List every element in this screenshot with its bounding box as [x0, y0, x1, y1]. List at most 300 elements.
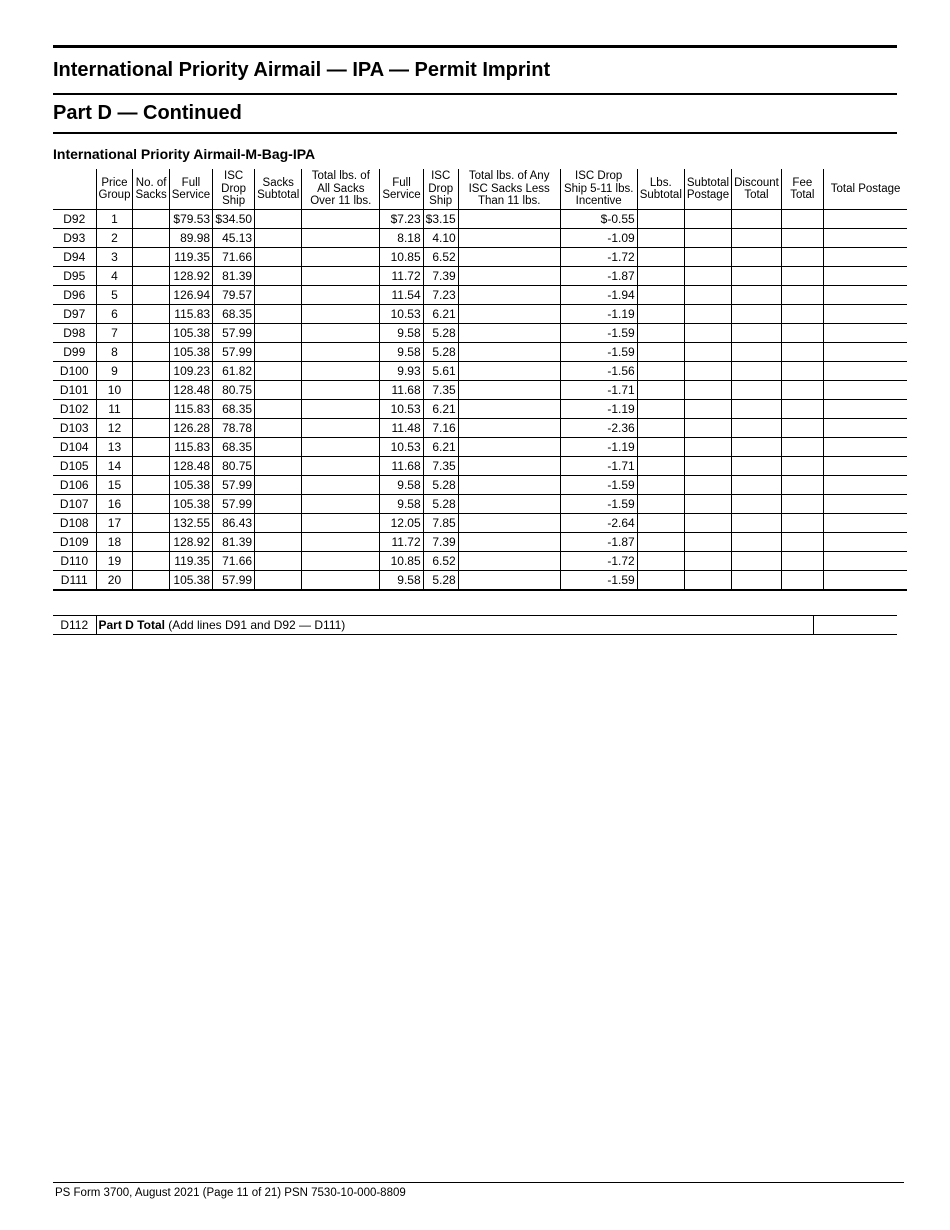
isc-drop-ship-rate: 80.75 — [213, 381, 255, 400]
total-postage-entry[interactable] — [813, 616, 897, 635]
lbs-over-entry[interactable] — [302, 457, 380, 476]
subtotal-postage-entry[interactable] — [684, 514, 731, 533]
incentive-rate: -1.71 — [560, 457, 637, 476]
lbs-over-entry[interactable] — [302, 229, 380, 248]
full-service-rate: 128.48 — [169, 457, 212, 476]
incentive-rate: -1.59 — [560, 495, 637, 514]
lbs-subtotal-entry[interactable] — [637, 305, 684, 324]
price-group: 11 — [96, 400, 133, 419]
line-number: D107 — [53, 495, 96, 514]
total-postage-entry[interactable] — [823, 305, 907, 324]
total-postage-entry[interactable] — [823, 438, 907, 457]
col-header-line — [53, 169, 96, 210]
full-service-lb-rate: 12.05 — [380, 514, 423, 533]
isc-drop-ship-rate: 71.66 — [213, 552, 255, 571]
full-service-lb-rate: 10.53 — [380, 438, 423, 457]
full-service-lb-rate: 9.58 — [380, 324, 423, 343]
total-postage-entry[interactable] — [823, 229, 907, 248]
total-postage-entry[interactable] — [823, 419, 907, 438]
total-postage-entry[interactable] — [823, 552, 907, 571]
subtotal-postage-entry[interactable] — [684, 552, 731, 571]
full-service-rate: 128.92 — [169, 533, 212, 552]
subtotal-postage-entry[interactable] — [684, 400, 731, 419]
total-postage-entry[interactable] — [823, 533, 907, 552]
isc-drop-ship-rate: 57.99 — [213, 476, 255, 495]
discount-total-entry[interactable] — [732, 229, 782, 248]
line-number: D99 — [53, 343, 96, 362]
price-group: 4 — [96, 267, 133, 286]
lbs-over-entry[interactable] — [302, 343, 380, 362]
incentive-rate: -1.59 — [560, 343, 637, 362]
no-of-sacks-entry[interactable] — [133, 343, 169, 362]
sacks-subtotal-entry[interactable] — [255, 419, 302, 438]
no-of-sacks-entry[interactable] — [133, 229, 169, 248]
full-service-lb-rate: 11.68 — [380, 381, 423, 400]
full-service-rate: 132.55 — [169, 514, 212, 533]
discount-total-entry[interactable] — [732, 457, 782, 476]
lbs-less-entry[interactable] — [458, 362, 560, 381]
price-group: 15 — [96, 476, 133, 495]
no-of-sacks-entry[interactable] — [133, 381, 169, 400]
col-header-total-lbs-over: Total lbs. of All Sacks Over 11 lbs. — [302, 169, 380, 210]
discount-total-entry[interactable] — [732, 552, 782, 571]
discount-total-entry[interactable] — [732, 533, 782, 552]
lbs-over-entry[interactable] — [302, 362, 380, 381]
fee-total-entry[interactable] — [781, 362, 823, 381]
full-service-lb-rate: 8.18 — [380, 229, 423, 248]
total-postage-entry[interactable] — [823, 286, 907, 305]
fee-total-entry[interactable] — [781, 343, 823, 362]
table-row — [53, 286, 907, 305]
lbs-subtotal-entry[interactable] — [637, 533, 684, 552]
discount-total-entry[interactable] — [732, 571, 782, 591]
lbs-subtotal-entry[interactable] — [637, 248, 684, 267]
no-of-sacks-entry[interactable] — [133, 267, 169, 286]
subtotal-postage-entry[interactable] — [684, 571, 731, 591]
lbs-over-entry[interactable] — [302, 438, 380, 457]
table-row — [53, 514, 907, 533]
lbs-less-entry[interactable] — [458, 438, 560, 457]
line-number: D105 — [53, 457, 96, 476]
discount-total-entry[interactable] — [732, 400, 782, 419]
discount-total-entry[interactable] — [732, 419, 782, 438]
isc-drop-ship-lb-rate: 7.16 — [423, 419, 458, 438]
subtotal-postage-entry[interactable] — [684, 324, 731, 343]
table-row — [53, 571, 907, 591]
lbs-less-entry[interactable] — [458, 457, 560, 476]
sacks-subtotal-entry[interactable] — [255, 495, 302, 514]
line-number: D110 — [53, 552, 96, 571]
full-service-rate: 109.23 — [169, 362, 212, 381]
lbs-less-entry[interactable] — [458, 552, 560, 571]
fee-total-entry[interactable] — [781, 571, 823, 591]
discount-total-entry[interactable] — [732, 495, 782, 514]
lbs-subtotal-entry[interactable] — [637, 457, 684, 476]
total-postage-entry[interactable] — [823, 267, 907, 286]
sacks-subtotal-entry[interactable] — [255, 343, 302, 362]
table-row — [53, 229, 907, 248]
subtotal-postage-entry[interactable] — [684, 305, 731, 324]
total-label-cell — [96, 616, 813, 635]
lbs-subtotal-entry[interactable] — [637, 438, 684, 457]
discount-total-entry[interactable] — [732, 305, 782, 324]
lbs-less-entry[interactable] — [458, 533, 560, 552]
no-of-sacks-entry[interactable] — [133, 476, 169, 495]
line-number: D111 — [53, 571, 96, 591]
lbs-over-entry[interactable] — [302, 476, 380, 495]
fee-total-entry[interactable] — [781, 457, 823, 476]
lbs-subtotal-entry[interactable] — [637, 286, 684, 305]
isc-drop-ship-lb-rate: 7.35 — [423, 457, 458, 476]
full-service-lb-rate: 11.54 — [380, 286, 423, 305]
total-postage-entry[interactable] — [823, 457, 907, 476]
lbs-less-entry[interactable] — [458, 324, 560, 343]
fee-total-entry[interactable] — [781, 400, 823, 419]
price-group: 2 — [96, 229, 133, 248]
col-header-total-postage: Total Postage — [823, 169, 907, 210]
no-of-sacks-entry[interactable] — [133, 400, 169, 419]
price-group: 10 — [96, 381, 133, 400]
total-postage-entry[interactable] — [823, 495, 907, 514]
subtotal-postage-entry[interactable] — [684, 495, 731, 514]
col-header-discount-total: Discount Total — [732, 169, 782, 210]
no-of-sacks-entry[interactable] — [133, 419, 169, 438]
lbs-subtotal-entry[interactable] — [637, 476, 684, 495]
lbs-subtotal-entry[interactable] — [637, 343, 684, 362]
isc-drop-ship-rate: $34.50 — [213, 210, 255, 229]
incentive-rate: -1.19 — [560, 400, 637, 419]
isc-drop-ship-rate: 45.13 — [213, 229, 255, 248]
full-service-rate: 119.35 — [169, 552, 212, 571]
lbs-subtotal-entry[interactable] — [637, 571, 684, 591]
price-group: 1 — [96, 210, 133, 229]
fee-total-entry[interactable] — [781, 286, 823, 305]
subtotal-postage-entry[interactable] — [684, 210, 731, 229]
sacks-subtotal-entry[interactable] — [255, 305, 302, 324]
sacks-subtotal-entry[interactable] — [255, 552, 302, 571]
line-number: D108 — [53, 514, 96, 533]
fee-total-entry[interactable] — [781, 419, 823, 438]
full-service-lb-rate: 10.85 — [380, 248, 423, 267]
discount-total-entry[interactable] — [732, 286, 782, 305]
fee-total-entry[interactable] — [781, 533, 823, 552]
lbs-subtotal-entry[interactable] — [637, 400, 684, 419]
discount-total-entry[interactable] — [732, 362, 782, 381]
no-of-sacks-entry[interactable] — [133, 514, 169, 533]
subtotal-postage-entry[interactable] — [684, 286, 731, 305]
lbs-subtotal-entry[interactable] — [637, 552, 684, 571]
total-postage-entry[interactable] — [823, 381, 907, 400]
top-rule — [53, 45, 897, 48]
isc-drop-ship-lb-rate: 6.21 — [423, 305, 458, 324]
lbs-over-entry[interactable] — [302, 571, 380, 591]
no-of-sacks-entry[interactable] — [133, 286, 169, 305]
isc-drop-ship-rate: 57.99 — [213, 495, 255, 514]
line-number: D106 — [53, 476, 96, 495]
table-row — [53, 533, 907, 552]
line-number: D93 — [53, 229, 96, 248]
price-group: 20 — [96, 571, 133, 591]
full-service-lb-rate: 9.58 — [380, 343, 423, 362]
subtotal-postage-entry[interactable] — [684, 476, 731, 495]
incentive-rate: -1.72 — [560, 552, 637, 571]
sacks-subtotal-entry[interactable] — [255, 533, 302, 552]
sacks-subtotal-entry[interactable] — [255, 267, 302, 286]
discount-total-entry[interactable] — [732, 343, 782, 362]
lbs-over-entry[interactable] — [302, 305, 380, 324]
fee-total-entry[interactable] — [781, 229, 823, 248]
price-group: 3 — [96, 248, 133, 267]
full-service-lb-rate: 11.72 — [380, 267, 423, 286]
lbs-over-entry[interactable] — [302, 286, 380, 305]
col-header-fee-total: Fee Total — [781, 169, 823, 210]
fee-total-entry[interactable] — [781, 324, 823, 343]
discount-total-entry[interactable] — [732, 267, 782, 286]
lbs-subtotal-entry[interactable] — [637, 210, 684, 229]
total-postage-entry[interactable] — [823, 210, 907, 229]
lbs-less-entry[interactable] — [458, 267, 560, 286]
lbs-less-entry[interactable] — [458, 419, 560, 438]
total-postage-entry[interactable] — [823, 343, 907, 362]
full-service-rate: 126.28 — [169, 419, 212, 438]
sacks-subtotal-entry[interactable] — [255, 210, 302, 229]
discount-total-entry[interactable] — [732, 438, 782, 457]
isc-drop-ship-rate: 79.57 — [213, 286, 255, 305]
col-header-price-group: Price Group — [96, 169, 133, 210]
lbs-less-entry[interactable] — [458, 400, 560, 419]
total-postage-entry[interactable] — [823, 248, 907, 267]
total-postage-entry[interactable] — [823, 400, 907, 419]
isc-drop-ship-lb-rate: 6.21 — [423, 400, 458, 419]
isc-drop-ship-rate: 68.35 — [213, 305, 255, 324]
lbs-less-entry[interactable] — [458, 514, 560, 533]
header-row — [53, 169, 907, 210]
lbs-subtotal-entry[interactable] — [637, 495, 684, 514]
lbs-less-entry[interactable] — [458, 286, 560, 305]
sacks-subtotal-entry[interactable] — [255, 362, 302, 381]
full-service-lb-rate: 9.58 — [380, 495, 423, 514]
subtotal-postage-entry[interactable] — [684, 343, 731, 362]
subtotal-postage-entry[interactable] — [684, 267, 731, 286]
full-service-rate: $79.53 — [169, 210, 212, 229]
lbs-over-entry[interactable] — [302, 210, 380, 229]
part-total-row — [53, 616, 897, 635]
full-service-rate: 119.35 — [169, 248, 212, 267]
line-number: D98 — [53, 324, 96, 343]
total-postage-entry[interactable] — [823, 476, 907, 495]
isc-drop-ship-lb-rate: 5.61 — [423, 362, 458, 381]
lbs-less-entry[interactable] — [458, 476, 560, 495]
full-service-rate: 105.38 — [169, 571, 212, 591]
fee-total-entry[interactable] — [781, 210, 823, 229]
isc-drop-ship-lb-rate: 7.23 — [423, 286, 458, 305]
discount-total-entry[interactable] — [732, 324, 782, 343]
sacks-subtotal-entry[interactable] — [255, 229, 302, 248]
fee-total-entry[interactable] — [781, 552, 823, 571]
incentive-rate: -1.87 — [560, 533, 637, 552]
no-of-sacks-entry[interactable] — [133, 495, 169, 514]
subtotal-postage-entry[interactable] — [684, 533, 731, 552]
lbs-less-entry[interactable] — [458, 343, 560, 362]
col-header-lbs-subtotal: Lbs. Subtotal — [637, 169, 684, 210]
sacks-subtotal-entry[interactable] — [255, 286, 302, 305]
isc-drop-ship-lb-rate: 6.52 — [423, 248, 458, 267]
sacks-subtotal-entry[interactable] — [255, 514, 302, 533]
full-service-lb-rate: $7.23 — [380, 210, 423, 229]
lbs-subtotal-entry[interactable] — [637, 362, 684, 381]
no-of-sacks-entry[interactable] — [133, 457, 169, 476]
lbs-over-entry[interactable] — [302, 552, 380, 571]
lbs-over-entry[interactable] — [302, 400, 380, 419]
subtotal-postage-entry[interactable] — [684, 457, 731, 476]
isc-drop-ship-lb-rate: 7.35 — [423, 381, 458, 400]
sacks-subtotal-entry[interactable] — [255, 476, 302, 495]
incentive-rate: -1.59 — [560, 571, 637, 591]
lbs-less-entry[interactable] — [458, 495, 560, 514]
isc-drop-ship-lb-rate: 7.85 — [423, 514, 458, 533]
no-of-sacks-entry[interactable] — [133, 552, 169, 571]
lbs-over-entry[interactable] — [302, 495, 380, 514]
total-postage-entry[interactable] — [823, 362, 907, 381]
full-service-rate: 105.38 — [169, 495, 212, 514]
total-postage-entry[interactable] — [823, 571, 907, 591]
incentive-rate: -1.09 — [560, 229, 637, 248]
isc-drop-ship-rate: 71.66 — [213, 248, 255, 267]
no-of-sacks-entry[interactable] — [133, 362, 169, 381]
lbs-less-entry[interactable] — [458, 210, 560, 229]
fee-total-entry[interactable] — [781, 495, 823, 514]
table-row — [53, 210, 907, 229]
discount-total-entry[interactable] — [732, 210, 782, 229]
sacks-subtotal-entry[interactable] — [255, 438, 302, 457]
title-rule — [53, 93, 897, 95]
sacks-subtotal-entry[interactable] — [255, 400, 302, 419]
table-row — [53, 400, 907, 419]
incentive-rate: -1.59 — [560, 476, 637, 495]
line-number: D103 — [53, 419, 96, 438]
part-rule — [53, 132, 897, 134]
sacks-subtotal-entry[interactable] — [255, 248, 302, 267]
line-number: D101 — [53, 381, 96, 400]
sacks-subtotal-entry[interactable] — [255, 571, 302, 591]
lbs-less-entry[interactable] — [458, 305, 560, 324]
total-postage-entry[interactable] — [823, 514, 907, 533]
lbs-over-entry[interactable] — [302, 381, 380, 400]
discount-total-entry[interactable] — [732, 381, 782, 400]
fee-total-entry[interactable] — [781, 248, 823, 267]
full-service-rate: 105.38 — [169, 343, 212, 362]
full-service-lb-rate: 9.58 — [380, 476, 423, 495]
col-header-subtotal-postage: Subtotal Postage — [684, 169, 731, 210]
no-of-sacks-entry[interactable] — [133, 248, 169, 267]
no-of-sacks-entry[interactable] — [133, 533, 169, 552]
table-row — [53, 495, 907, 514]
isc-drop-ship-lb-rate: 5.28 — [423, 495, 458, 514]
part-heading: Part D — Continued — [53, 102, 242, 124]
full-service-lb-rate: 10.53 — [380, 400, 423, 419]
fee-total-entry[interactable] — [781, 305, 823, 324]
lbs-over-entry[interactable] — [302, 419, 380, 438]
lbs-subtotal-entry[interactable] — [637, 324, 684, 343]
line-number: D104 — [53, 438, 96, 457]
fee-total-entry[interactable] — [781, 267, 823, 286]
subtotal-postage-entry[interactable] — [684, 381, 731, 400]
sacks-subtotal-entry[interactable] — [255, 324, 302, 343]
subtotal-postage-entry[interactable] — [684, 438, 731, 457]
incentive-rate: -1.94 — [560, 286, 637, 305]
lbs-subtotal-entry[interactable] — [637, 419, 684, 438]
lbs-over-entry[interactable] — [302, 324, 380, 343]
fee-total-entry[interactable] — [781, 476, 823, 495]
isc-drop-ship-rate: 68.35 — [213, 400, 255, 419]
discount-total-entry[interactable] — [732, 476, 782, 495]
col-header-isc-drop-ship-lb: ISC Drop Ship — [423, 169, 458, 210]
subtotal-postage-entry[interactable] — [684, 362, 731, 381]
subtotal-postage-entry[interactable] — [684, 229, 731, 248]
no-of-sacks-entry[interactable] — [133, 210, 169, 229]
part-total-table — [53, 615, 897, 635]
rates-table — [53, 169, 907, 591]
discount-total-entry[interactable] — [732, 248, 782, 267]
form-footer: PS Form 3700, August 2021 (Page 11 of 21) PSN 7530-10-000-8809 — [55, 1187, 406, 1199]
lbs-over-entry[interactable] — [302, 514, 380, 533]
subtotal-postage-entry[interactable] — [684, 419, 731, 438]
no-of-sacks-entry[interactable] — [133, 324, 169, 343]
fee-total-entry[interactable] — [781, 514, 823, 533]
lbs-subtotal-entry[interactable] — [637, 514, 684, 533]
lbs-less-entry[interactable] — [458, 248, 560, 267]
lbs-subtotal-entry[interactable] — [637, 381, 684, 400]
col-header-no-of-sacks: No. of Sacks — [133, 169, 169, 210]
price-group: 8 — [96, 343, 133, 362]
subtotal-postage-entry[interactable] — [684, 248, 731, 267]
total-postage-entry[interactable] — [823, 324, 907, 343]
lbs-subtotal-entry[interactable] — [637, 229, 684, 248]
sacks-subtotal-entry[interactable] — [255, 381, 302, 400]
fee-total-entry[interactable] — [781, 438, 823, 457]
no-of-sacks-entry[interactable] — [133, 571, 169, 591]
lbs-over-entry[interactable] — [302, 267, 380, 286]
no-of-sacks-entry[interactable] — [133, 438, 169, 457]
lbs-over-entry[interactable] — [302, 533, 380, 552]
table-row — [53, 457, 907, 476]
price-group: 7 — [96, 324, 133, 343]
isc-drop-ship-rate: 61.82 — [213, 362, 255, 381]
lbs-less-entry[interactable] — [458, 229, 560, 248]
total-line-number: D112 — [53, 616, 96, 635]
sacks-subtotal-entry[interactable] — [255, 457, 302, 476]
full-service-lb-rate: 11.72 — [380, 533, 423, 552]
line-number: D97 — [53, 305, 96, 324]
price-group: 13 — [96, 438, 133, 457]
incentive-rate: -1.87 — [560, 267, 637, 286]
full-service-rate: 115.83 — [169, 305, 212, 324]
lbs-over-entry[interactable] — [302, 248, 380, 267]
table-row — [53, 248, 907, 267]
price-group: 18 — [96, 533, 133, 552]
total-note: (Add lines D91 and D92 — D111) — [168, 618, 346, 632]
discount-total-entry[interactable] — [732, 514, 782, 533]
fee-total-entry[interactable] — [781, 381, 823, 400]
lbs-less-entry[interactable] — [458, 571, 560, 591]
lbs-less-entry[interactable] — [458, 381, 560, 400]
full-service-rate: 89.98 — [169, 229, 212, 248]
no-of-sacks-entry[interactable] — [133, 305, 169, 324]
isc-drop-ship-lb-rate: 6.21 — [423, 438, 458, 457]
full-service-lb-rate: 10.53 — [380, 305, 423, 324]
lbs-subtotal-entry[interactable] — [637, 267, 684, 286]
col-header-full-service-lb: Full Service — [380, 169, 423, 210]
